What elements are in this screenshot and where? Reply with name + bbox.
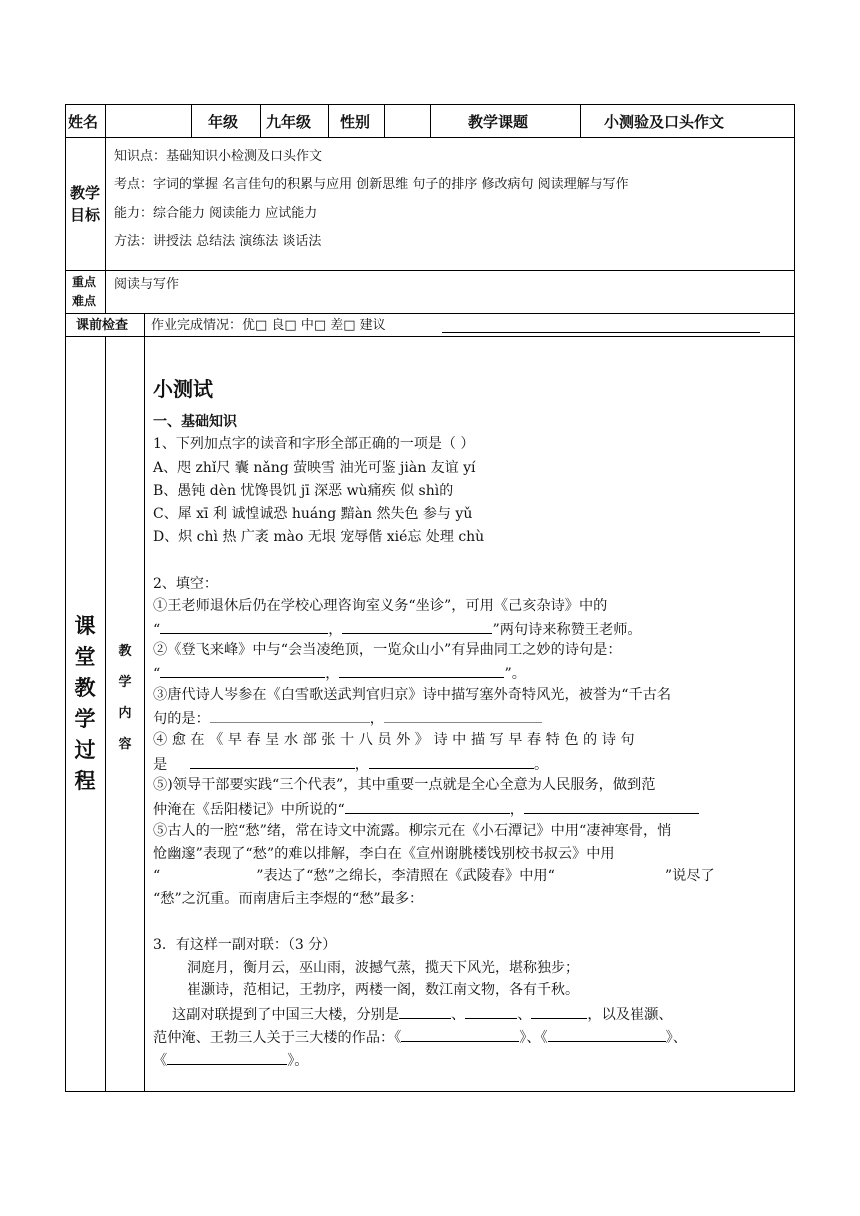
question-2-item-6: “愁”之沉重。而南唐后主李煜的“愁”最多： bbox=[153, 891, 424, 907]
blank-field[interactable] bbox=[531, 1004, 587, 1019]
precheck-label: 课前检查 bbox=[76, 318, 129, 333]
question-2-item-1: ①王老师退休后仍在学校心理咨询室义务“坐诊”，可用《己亥杂诗》中的 bbox=[153, 598, 608, 614]
goals-label-2: 目标 bbox=[70, 206, 101, 224]
question-2-item-2: ②《登飞来峰》中与“会当凌绝顶，一览众山小”有异曲同工之妙的诗句是： bbox=[153, 642, 622, 658]
name-value-cell[interactable] bbox=[108, 113, 188, 131]
question-2-item-3-blanks: 句的是： ， bbox=[153, 708, 789, 728]
blank-field[interactable] bbox=[345, 799, 510, 814]
grade-label: 年级 bbox=[208, 113, 239, 131]
goals-line: 考点：字词的掌握 名言佳句的积累与应用 创新思维 句子的排序 修改病句 阅读理解与写作 bbox=[114, 177, 629, 192]
blank-field[interactable] bbox=[190, 754, 355, 769]
blank-field[interactable] bbox=[465, 1004, 517, 1019]
goals-line: 能力：综合能力 阅读能力 应试能力 bbox=[114, 206, 318, 221]
question-1-option: A、咫 zhǐ尺 囊 nǎng 萤映雪 油光可鉴 jiàn 友谊 yí bbox=[153, 460, 476, 476]
question-2-item-3: ③唐代诗人岑参在《白雪歌送武判官归京》诗中描写塞外奇特风光，被誉为“千古名 bbox=[153, 687, 672, 703]
question-1: 1、下列加点字的读音和字形全部正确的一项是（ ） bbox=[153, 436, 475, 452]
blank-field[interactable] bbox=[369, 754, 534, 769]
goals-label-1: 教学 bbox=[70, 184, 101, 202]
question-1-option: D、炽 chì 热 广袤 mào 无垠 宠辱偕 xié忘 处理 chù bbox=[153, 529, 485, 545]
gender-label: 性别 bbox=[340, 113, 371, 131]
question-2-item-5-blanks: 仲淹在《岳阳楼记》中所说的“ ， bbox=[153, 799, 789, 819]
blank-field[interactable] bbox=[384, 708, 542, 723]
question-2-item-6: ⑤古人的一腔“愁”绪，常在诗文中流露。柳宗元在《小石潭记》中用“凄神寒骨，悄 bbox=[153, 823, 672, 839]
gender-value-cell[interactable] bbox=[388, 113, 426, 131]
question-2: 2、填空： bbox=[153, 576, 218, 592]
keypoints-label-2: 难点 bbox=[72, 294, 97, 308]
precheck-text: 作业完成情况：优□ 良□ 中□ 差□ 建议 bbox=[151, 318, 386, 333]
question-2-item-2-blanks: “ ， ”。 bbox=[153, 663, 789, 683]
question-2-item-6: 怆幽邃”表现了“愁”的难以排解，李白在《宣州谢朓楼饯别校书叔云》中用 bbox=[153, 846, 615, 862]
question-3-line-1: 这副对联提到了中国三大楼，分别是 、 、 ，以及崔灏、 bbox=[172, 1004, 792, 1024]
blank-field[interactable] bbox=[524, 799, 699, 814]
question-3-line-2: 范仲淹、王勃三人关于三大楼的作品：《 》、《 》、 bbox=[153, 1027, 789, 1047]
topic-value: 小测验及口头作文 bbox=[604, 113, 725, 131]
process-inner-label: 教 学 内 容 bbox=[118, 644, 132, 752]
goals-line: 知识点：基础知识小检测及口头作文 bbox=[114, 149, 323, 164]
keypoints-text: 阅读与写作 bbox=[114, 277, 180, 292]
couplet-line-1: 洞庭月，衡月云，巫山雨，波撼气蒸，揽天下风光，堪称独步； bbox=[187, 960, 579, 976]
blank-field[interactable] bbox=[160, 663, 325, 678]
blank-field[interactable] bbox=[160, 619, 328, 634]
blank-field[interactable] bbox=[342, 619, 492, 634]
couplet-line-2: 崔灏诗，范相记，王勃序，两楼一阁，数江南文物，各有千秋。 bbox=[187, 982, 579, 998]
blank-field[interactable] bbox=[399, 1004, 451, 1019]
blank-field[interactable] bbox=[167, 1050, 287, 1065]
question-2-item-1-blanks: “ ， ”两句诗来称赞王老师。 bbox=[153, 619, 789, 639]
grade-value: 九年级 bbox=[266, 113, 312, 131]
quiz-title: 小测试 bbox=[153, 377, 213, 401]
goals-line: 方法：讲授法 总结法 演练法 谈话法 bbox=[114, 234, 322, 249]
question-3: 3．有这样一副对联：（3 分） bbox=[153, 937, 337, 953]
name-label: 姓名 bbox=[68, 113, 99, 131]
question-2-item-4-blanks: 是 ， 。 bbox=[153, 754, 789, 774]
blank-field[interactable] bbox=[210, 708, 370, 723]
blank-field[interactable] bbox=[339, 663, 504, 678]
process-outer-label: 课 堂 教 学 过 程 bbox=[74, 613, 96, 793]
blank-field[interactable] bbox=[548, 1027, 666, 1042]
question-2-item-6-blanks: “ ”表达了“愁”之绵长，李清照在《武陵春》中用“ ”说尽了 bbox=[153, 868, 715, 884]
section-basic-knowledge: 一、基础知识 bbox=[153, 414, 237, 430]
keypoints-label-1: 重点 bbox=[72, 275, 97, 289]
question-1-option: B、愚钝 dèn 忧馋畏饥 jī 深恶 wù痛疾 似 shì的 bbox=[153, 483, 454, 499]
suggestion-input-line[interactable] bbox=[442, 319, 760, 333]
blank-field[interactable] bbox=[401, 1027, 519, 1042]
topic-label: 教学课题 bbox=[468, 113, 529, 131]
question-1-option: C、犀 xī 利 诚惶诚恐 huáng 黯àn 然失色 参与 yǔ bbox=[153, 506, 473, 522]
question-2-item-4: ④ 愈 在 《 早 春 呈 水 部 张 十 八 员 外 》 诗 中 描 写 早 春 特 色 的 诗 句 bbox=[153, 732, 635, 748]
question-2-item-5: ⑤)领导干部要实践“三个代表”，其中重要一点就是全心全意为人民服务，做到范 bbox=[153, 777, 656, 793]
question-3-line-3: 《 》。 bbox=[153, 1050, 789, 1070]
